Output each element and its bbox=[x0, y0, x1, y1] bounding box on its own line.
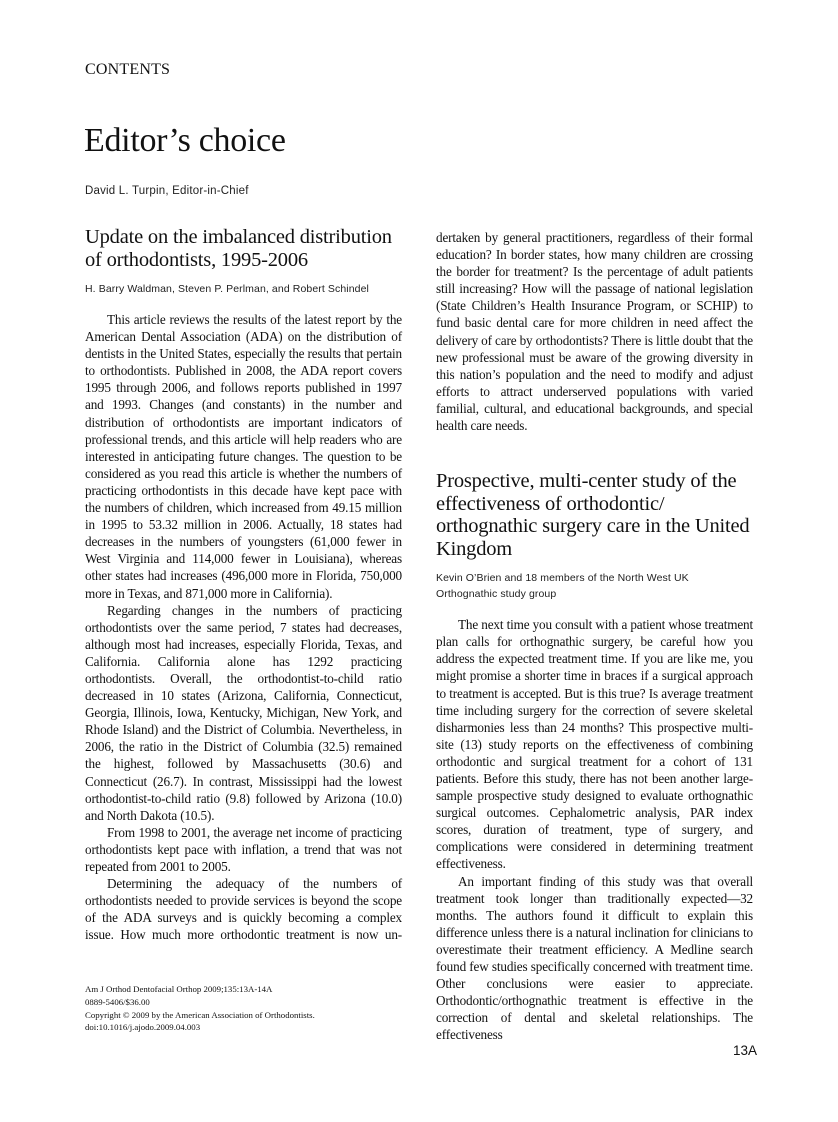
page-number: 13A bbox=[733, 1043, 758, 1058]
article-2-paragraph: An important finding of this study was that overall treatment took longer than traditionally expected—32 months. The authors found it difficult to explain this difference unless there is a natural inclination for clinicians to overestimate their treatment efficiency. A Medline search found few studies specifically concerned with treatment time. Other conclusions were easier to appreciate. Orthodontic/orthognathic treatment is effective in the correction of dental and skeletal relationships. The effectiveness bbox=[436, 873, 753, 1043]
right-column bbox=[436, 229, 753, 1043]
section-label: CONTENTS bbox=[85, 61, 171, 78]
article-1-paragraph: This article reviews the results of the latest report by the American Dental Association (ADA) on the distribution of dentists in the United States, especially the results that pertain to orthodontists. Published in 2008, the ADA report covers 1995 through 2006, and follows reports published in 1997 and 1993. Changes (and constants) in the number and distribution of orthodontists are important indicators of professional trends, and this article will help readers who are interested in anticipating future changes. The question to be considered as you read this article is whether the numbers of practicing orthodontists in this decade have kept pace with the numbers of children, which increased from 49.15 million in 1995 to 53.32 million in 2006. Actually, 18 states had decreases in the numbers of youngsters (61,000 fewer in West Virginia and 114,000 fewer in Louisiana), whereas other states had increases (496,000 more in Florida, 750,000 more in Texas, and 871,000 more in California). bbox=[85, 312, 402, 601]
copyright: Copyright © 2009 by the American Association of Orthodontists. bbox=[85, 1009, 315, 1020]
citation-footer bbox=[85, 983, 315, 1034]
editor-byline: David L. Turpin, Editor-in-Chief bbox=[85, 185, 249, 197]
article-1-paragraph: Determining the adequacy of the numbers of orthodontists needed to provide services is beyond the scope of the ADA surveys and is quickly becoming a complex issue. How much more orthodontic treatment is now un- bbox=[85, 876, 402, 943]
article-1-paragraph: From 1998 to 2001, the average net income of practicing orthodontists kept pace with inflation, a trend that was not repeated from 2001 to 2005. bbox=[85, 824, 402, 874]
article-2-title: Prospective, multi-center study of the effectiveness of orthodontic/ orthognathic surgery care in the United Kingdom bbox=[436, 470, 750, 560]
article-1-paragraph: Regarding changes in the numbers of practicing orthodontists over the same period, 7 states had decreases, although most had increases, especially Florida, Texas, and California. California alone has 1292 practicing orthodontists. Overall, the orthodontist-to-child ratio decreased in 10 states (Arizona, California, Connecticut, Georgia, Illinois, Iowa, Kentucky, Michigan, New York, and Rhode Island) and the District of Columbia. Nevertheless, in 2006, the ratio in the District of Columbia (32.5) remained the highest, followed by Massachusetts (30.6) and Connecticut (26.7). In contrast, Mississippi had the lowest orthodontist-to-child ratio (9.8) followed by Arizona (10.0) and North Dakota (10.5). bbox=[85, 602, 402, 823]
article-1-title: Update on the imbalanced distribution of orthodontists, 1995-2006 bbox=[85, 226, 392, 271]
page-title: Editor’s choice bbox=[84, 122, 286, 159]
article-1-authors: H. Barry Waldman, Steven P. Perlman, and Robert Schindel bbox=[85, 283, 369, 295]
left-column bbox=[85, 226, 402, 943]
issn: 0889-5406/$36.00 bbox=[85, 996, 150, 1007]
article-1-paragraph-continued: dertaken by general practitioners, regardless of their formal education? In border states, how many children are crossing the border for treatment? Is the percentage of adult patients still increasing? How will the passage of national legislation (State Children’s Health Insurance Program, or SCHIP) to fund basic dental care for more children in need affect the delivery of care by orthodontists? There is little doubt that the new professional must be aware of the growing diversity in this nation’s population and the need to modify and adjust efforts to attract underserved populations with varied familial, cultural, and educational backgrounds, and special health care needs. bbox=[436, 230, 753, 434]
doi: doi:10.1016/j.ajodo.2009.04.003 bbox=[85, 1022, 201, 1033]
article-2-authors: Kevin O’Brien and 18 members of the North West UK Orthognathic study group bbox=[436, 572, 689, 601]
article-2-paragraph: The next time you consult with a patient whose treatment plan calls for orthognathic surgery, be careful how you address the expected treatment time. If you are like me, you might promise a shorter time in braces if a surgical approach to treatment is accepted. But is this true? Is average treatment time including surgery for the correction of severe skeletal disharmonies less than 24 months? This prospective multi-site (13) study reports on the effectiveness of combining orthodontic and surgical treatment for a cohort of 131 patients. Before this study, there has not been another large-sample prospective study designed to evaluate orthognathic surgical outcomes. Cephalometric analysis, PAR index scores, duration of treatment, type of surgery, and complications were considered in determining treatment effectiveness. bbox=[436, 617, 753, 872]
journal-citation: Am J Orthod Dentofacial Orthop 2009;135:13A-14A bbox=[85, 984, 273, 994]
